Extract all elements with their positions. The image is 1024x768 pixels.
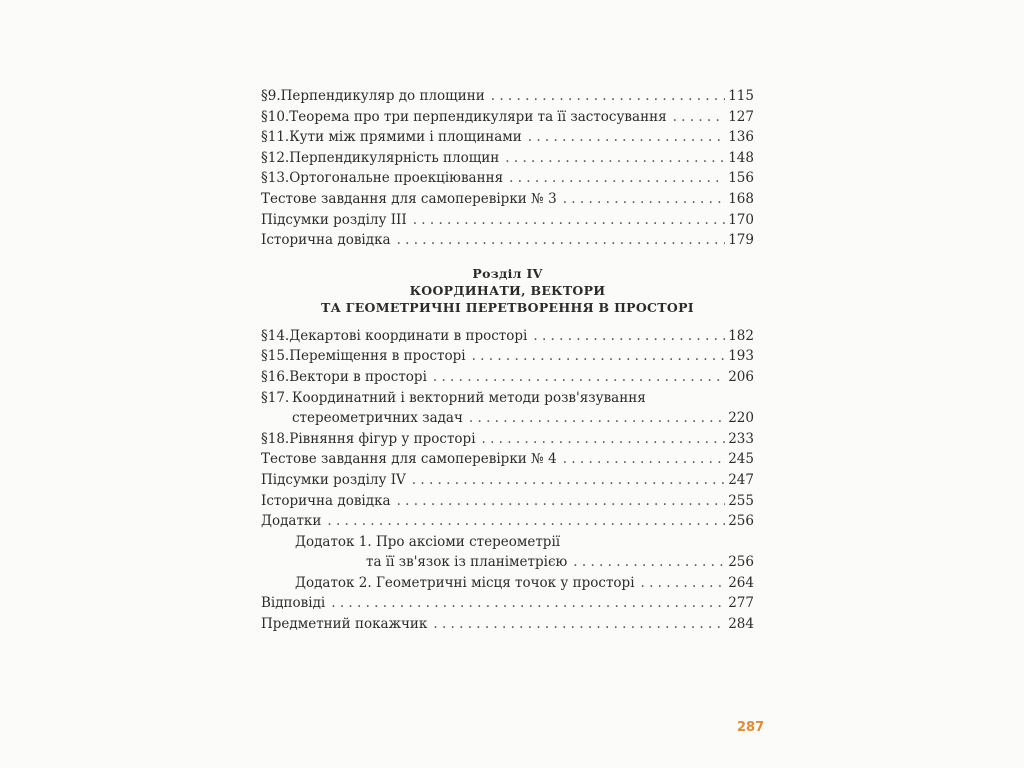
entry-title: Перпендикуляр до площини <box>280 88 485 104</box>
leader-dots <box>505 148 725 169</box>
entry-title: Відповіді <box>261 595 326 612</box>
table-of-contents <box>261 86 754 635</box>
entry-title: Тестове завдання для самоперевірки № 4 <box>261 451 557 468</box>
entry-page: 193 <box>728 348 754 365</box>
entry-title: Декартові координати в просторі <box>289 327 528 344</box>
leader-dots <box>472 346 726 367</box>
entry-page: 255 <box>728 492 754 509</box>
entry-title: Предметний покажчик <box>261 616 428 633</box>
chapter-title-line2: ТА ГЕОМЕТРИЧНІ ПЕРЕТВОРЕННЯ В ПРОСТОРІ <box>321 299 694 315</box>
entry-title: Додаток 2. Геометричні місця точок у просторі <box>295 574 635 591</box>
page-number: 287 <box>737 720 765 735</box>
section-number: §14. <box>261 327 290 344</box>
entry-title: Підсумки розділу IV <box>261 471 406 488</box>
leader-dots <box>433 614 725 635</box>
leader-dots <box>412 470 725 491</box>
entry-page: 220 <box>728 410 754 427</box>
entry-page: 179 <box>728 232 754 249</box>
toc-entry-answers[interactable] <box>261 593 754 614</box>
section-number: §9. <box>261 88 281 104</box>
entry-title: Вектори в просторі <box>289 368 427 385</box>
toc-entry-s18[interactable] <box>261 429 754 450</box>
entry-title: Теорема про три перпендикуляри та її застосування <box>289 108 667 125</box>
entry-title: Рівняння фігур у просторі <box>289 430 476 447</box>
leader-dots <box>397 491 726 512</box>
leader-dots <box>563 189 726 210</box>
leader-dots <box>433 367 725 388</box>
entry-page: 168 <box>728 190 754 207</box>
toc-entry-s17[interactable] <box>261 388 754 429</box>
entry-page: 182 <box>728 327 754 344</box>
chapter-title-line1: КООРДИНАТИ, ВЕКТОРИ <box>409 282 606 298</box>
section-number: §16. <box>261 368 290 385</box>
toc-entry-summary4[interactable] <box>261 470 754 491</box>
entry-title: Кути між прямими і площинами <box>289 129 522 146</box>
toc-entry-s12[interactable] <box>261 148 754 169</box>
entry-page: 127 <box>728 108 754 125</box>
toc-entry-s10[interactable] <box>261 107 754 128</box>
entry-title-line1: Координатний і векторний методи розв'язування <box>292 389 646 406</box>
section-number: §11. <box>261 129 290 146</box>
leader-dots <box>641 573 726 594</box>
toc-entry-appendix1[interactable] <box>261 532 754 573</box>
toc-entry-test4[interactable] <box>261 449 754 470</box>
section-number: §15. <box>261 348 290 365</box>
leader-dots <box>413 210 726 231</box>
leader-dots <box>327 511 725 532</box>
leader-dots <box>509 168 725 189</box>
entry-title: Історична довідка <box>261 232 391 249</box>
section-number: §12. <box>261 149 290 166</box>
toc-entry-index[interactable] <box>261 614 754 635</box>
entry-title: Підсумки розділу III <box>261 211 407 228</box>
entry-page: 136 <box>728 129 754 146</box>
toc-entry-s11[interactable] <box>261 127 754 148</box>
toc-entry-s14[interactable] <box>261 326 754 347</box>
entry-page: 245 <box>728 451 754 468</box>
leader-dots <box>491 86 725 107</box>
entry-title-line2: та її зв'язок із планіметрією <box>366 554 568 571</box>
entry-page: 170 <box>728 211 754 228</box>
section-number: §18. <box>261 430 290 447</box>
toc-entry-history3[interactable] <box>261 230 754 251</box>
leader-dots <box>533 326 725 347</box>
section-number: §10. <box>261 108 290 125</box>
section-number: §13. <box>261 170 290 187</box>
toc-entry-s16[interactable] <box>261 367 754 388</box>
toc-entry-test3[interactable] <box>261 189 754 210</box>
leader-dots <box>482 429 726 450</box>
chapter-label: Розділ IV <box>472 265 543 281</box>
leader-dots <box>331 593 725 614</box>
chapter-heading <box>261 265 754 316</box>
leader-dots <box>563 449 726 470</box>
toc-entry-s9[interactable] <box>261 86 754 107</box>
leader-dots <box>528 127 725 148</box>
entry-page: 264 <box>728 574 754 591</box>
entry-title: Ортогональне проекціювання <box>289 170 504 187</box>
entry-page: 247 <box>728 471 754 488</box>
entry-title: Додатки <box>261 513 322 530</box>
leader-dots <box>397 230 726 251</box>
toc-entry-appendix2[interactable] <box>261 573 754 594</box>
leader-dots <box>573 552 725 573</box>
entry-title-line2: стереометричних задач <box>292 410 463 427</box>
entry-page: 277 <box>728 595 754 612</box>
toc-entry-s15[interactable] <box>261 346 754 367</box>
section-number: §17. <box>261 389 290 406</box>
entry-page: 284 <box>728 616 754 633</box>
toc-entry-summary3[interactable] <box>261 210 754 231</box>
leader-dots <box>469 408 725 429</box>
entry-page: 233 <box>728 430 754 447</box>
entry-page: 256 <box>728 554 754 571</box>
entry-page: 148 <box>728 149 754 166</box>
leader-dots <box>673 107 726 128</box>
entry-title: Історична довідка <box>261 492 391 509</box>
entry-title: Переміщення в просторі <box>289 348 466 365</box>
entry-title: Тестове завдання для самоперевірки № 3 <box>261 190 557 207</box>
entry-page: 206 <box>728 368 754 385</box>
toc-entry-history4[interactable] <box>261 491 754 512</box>
toc-entry-s13[interactable] <box>261 168 754 189</box>
entry-page: 256 <box>728 513 754 530</box>
entry-page: 156 <box>728 170 754 187</box>
entry-title: Перпендикулярність площин <box>289 149 500 166</box>
entry-title-line1: Додаток 1. Про аксіоми стереометрії <box>295 533 561 550</box>
toc-entry-appendices[interactable] <box>261 511 754 532</box>
entry-page: 115 <box>728 88 754 104</box>
